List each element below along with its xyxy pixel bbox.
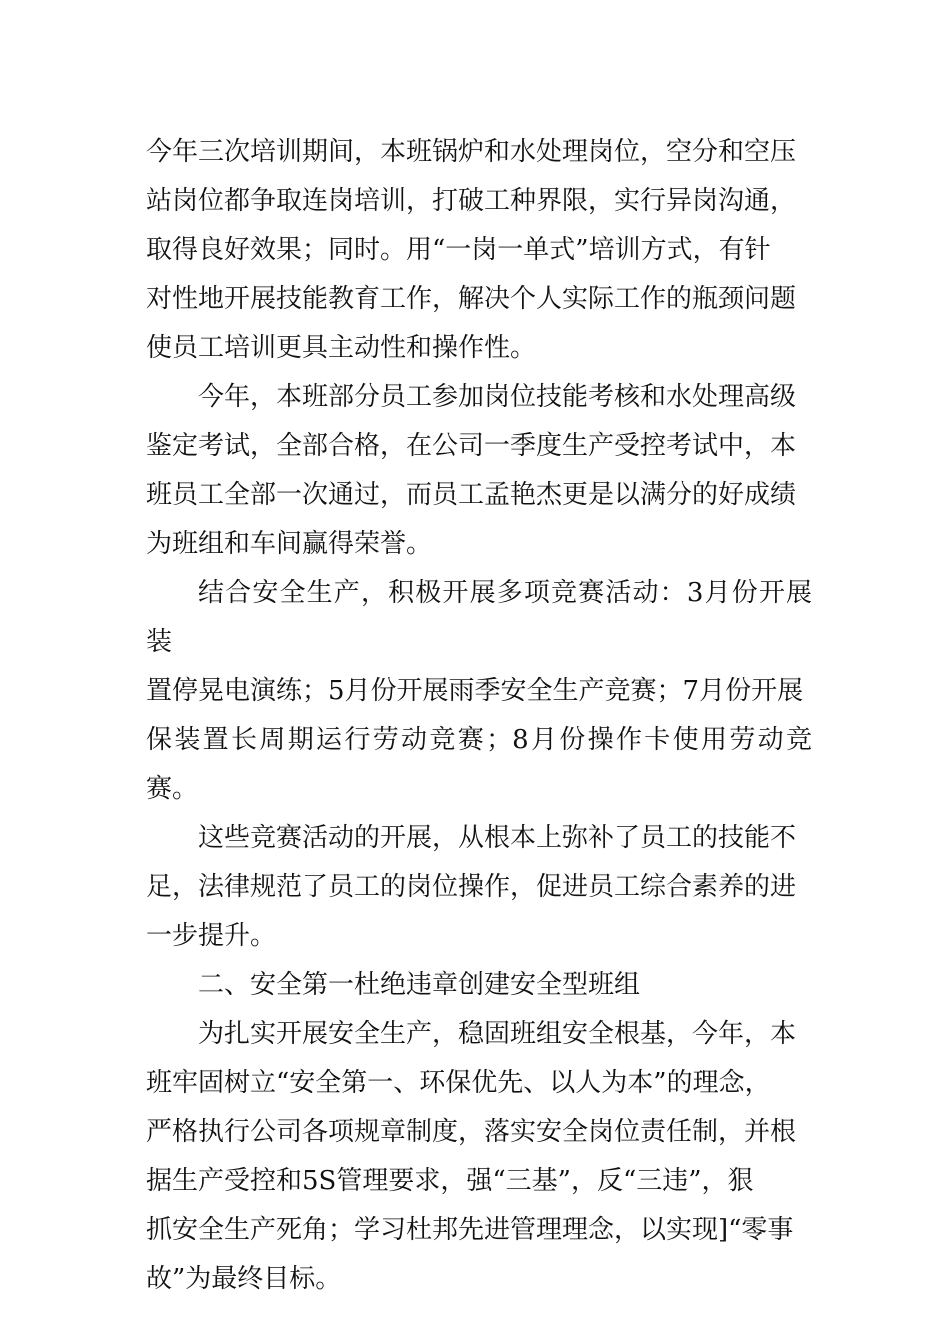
paragraph-competition-effects: 这些竞赛活动的开展，从根本上弥补了员工的技能不 足，法律规范了员工的岗位操作，促进员工综合素养的进 一步提升。 [146, 823, 797, 951]
document-body [146, 128, 812, 1304]
paragraph-training: 今年三次培训期间，本班锅炉和水处理岗位，空分和空压 站岗位都争取连岗培训，打破工种界限，实行异岗沟通， 取得良好效果；同时。用“一岗一单式”培训方式，有针 对性地开展技能教育工作，解决个人实际工作的瓶颈问题 使员工培训更具主动性和操作性。 [146, 137, 797, 363]
section-heading-safety: 二、安全第一杜绝违章创建安全型班组 [198, 970, 641, 1000]
paragraph-competitions: 结合安全生产，积极开展多项竞赛活动：3月份开展装 置停晃电演练；5月份开展雨季安全生产竞赛；7月份开展 保装置长周期运行劳动竞赛；8月份操作卡使用劳动竞赛。 [146, 578, 812, 804]
paragraph-safety: 为扎实开展安全生产，稳固班组安全根基，今年，本 班牢固树立“安全第一、环保优先、以人为本”的理念， 严格执行公司各项规章制度，落实安全岗位责任制，并根 据生产受控和5S管理要求，强“三基”，反“三违”，狠 抓安全生产死角；学习杜邦先进管理理念，以实现]“零事 故”为最终目标。 [146, 1019, 797, 1294]
paragraph-exam-results: 今年，本班部分员工参加岗位技能考核和水处理高级 鉴定考试，全部合格，在公司一季度生产受控考试中，本 班员工全部一次通过，而员工孟艳杰更是以满分的好成绩 为班组和车间赢得荣誉。 [146, 382, 797, 559]
